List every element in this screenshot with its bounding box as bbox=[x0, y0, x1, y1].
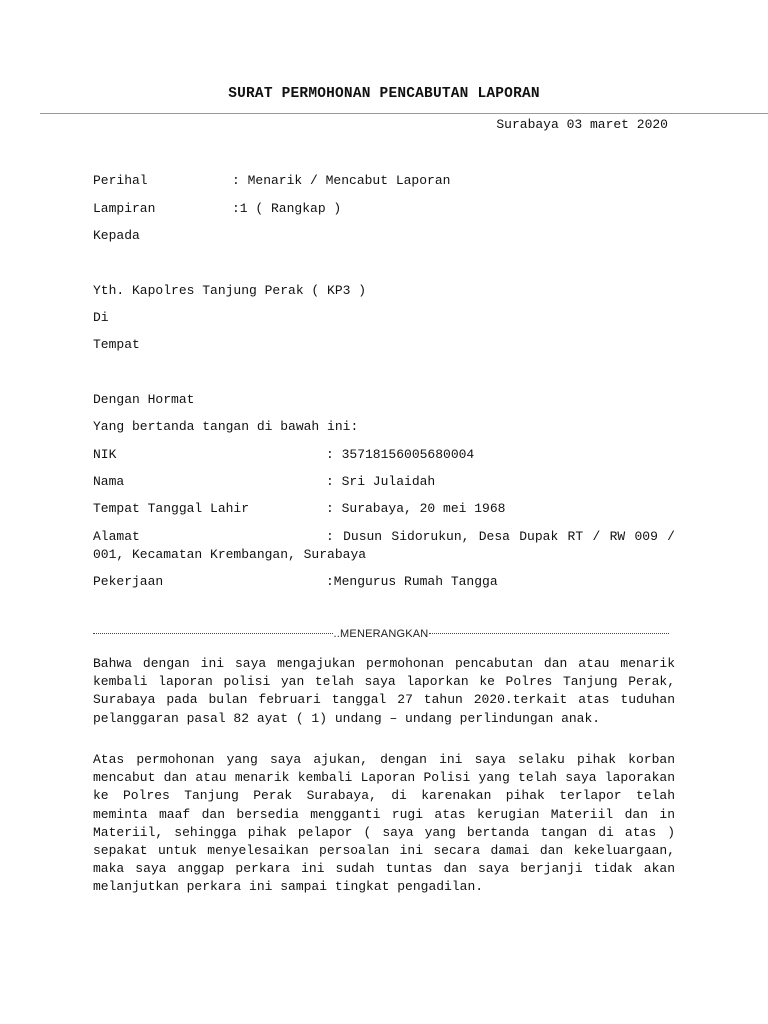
nik-row bbox=[93, 446, 675, 464]
ttl-label: Tempat Tanggal Lahir bbox=[93, 501, 250, 516]
paragraph-1: Bahwa dengan ini saya mengajukan permohonan pencabutan dan atau menarik kembali laporan polisi yan telah saya laporkan ke Polres Tanjung Perak, Surabaya pada bulan februari tanggal 27 tahun 2020.terkait atas tuduhan pelanggaran pasal 82 ayat ( 1) undang – undang perlindungan anak. bbox=[93, 656, 675, 726]
menerangkan-divider bbox=[93, 628, 669, 640]
lampiran-row bbox=[93, 200, 675, 218]
paragraph-2: Atas permohonan yang saya ajukan, dengan ini saya selaku pihak korban mencabut dan atau menarik kembali Laporan Polisi yang telah saya laporakan ke Polres Tanjung Perak Surabaya, di karenakan pihak terlapor telah meminta maaf dan bersedia mengganti rugi atas kerugian Materiil dan in Materiil, sehingga pihak pelapor ( saya yang bertanda tangan di atas ) sepakat untuk menyelesaikan persoalan ini secara damai dan kekeluargaan, maka saya anggap perkara ini sudah tuntas dan saya berjanji tidak akan melanjutkan perkara ini sampai tingkat pengadilan. bbox=[93, 752, 675, 895]
nama-label: Nama bbox=[93, 474, 125, 489]
recipient-line: Yth. Kapolres Tanjung Perak ( KP3 ) bbox=[93, 283, 367, 298]
dotted-leader-right bbox=[429, 633, 669, 634]
dotted-leader-left bbox=[93, 633, 333, 634]
pekerjaan-label: Pekerjaan bbox=[93, 574, 164, 589]
perihal-value: : Menarik / Mencabut Laporan bbox=[232, 173, 451, 188]
alamat-value: : Dusun Sidorukun, Desa Dupak RT / RW 009 / 001, Kecamatan Krembangan, Surabaya bbox=[93, 529, 675, 562]
tempat-line: Tempat bbox=[93, 337, 140, 352]
title-underline bbox=[40, 113, 768, 114]
alamat-label: Alamat bbox=[93, 529, 140, 544]
pekerjaan-row bbox=[93, 573, 675, 591]
lampiran-label: Lampiran bbox=[93, 201, 156, 216]
nik-label: NIK bbox=[93, 447, 117, 462]
di-line: Di bbox=[93, 310, 109, 325]
perihal-row bbox=[93, 172, 675, 190]
greeting-line: Dengan Hormat bbox=[93, 392, 195, 407]
nik-value: : 35718156005680004 bbox=[326, 447, 475, 462]
nama-row bbox=[93, 473, 675, 491]
date-line: Surabaya 03 maret 2020 bbox=[496, 117, 668, 132]
letter-title: SURAT PERMOHONAN PENCABUTAN LAPORAN bbox=[228, 86, 540, 102]
lampiran-value: :1 ( Rangkap ) bbox=[232, 201, 342, 216]
alamat-row bbox=[93, 528, 675, 564]
perihal-label: Perihal bbox=[93, 173, 148, 188]
kepada-line: Kepada bbox=[93, 228, 140, 243]
ttl-row bbox=[93, 500, 675, 518]
intro-line: Yang bertanda tangan di bawah ini: bbox=[93, 419, 359, 434]
nama-value: : Sri Julaidah bbox=[326, 474, 436, 489]
ttl-value: : Surabaya, 20 mei 1968 bbox=[326, 501, 506, 516]
pekerjaan-value: :Mengurus Rumah Tangga bbox=[326, 574, 498, 589]
menerangkan-label: ..MENERANGKAN bbox=[333, 628, 429, 640]
